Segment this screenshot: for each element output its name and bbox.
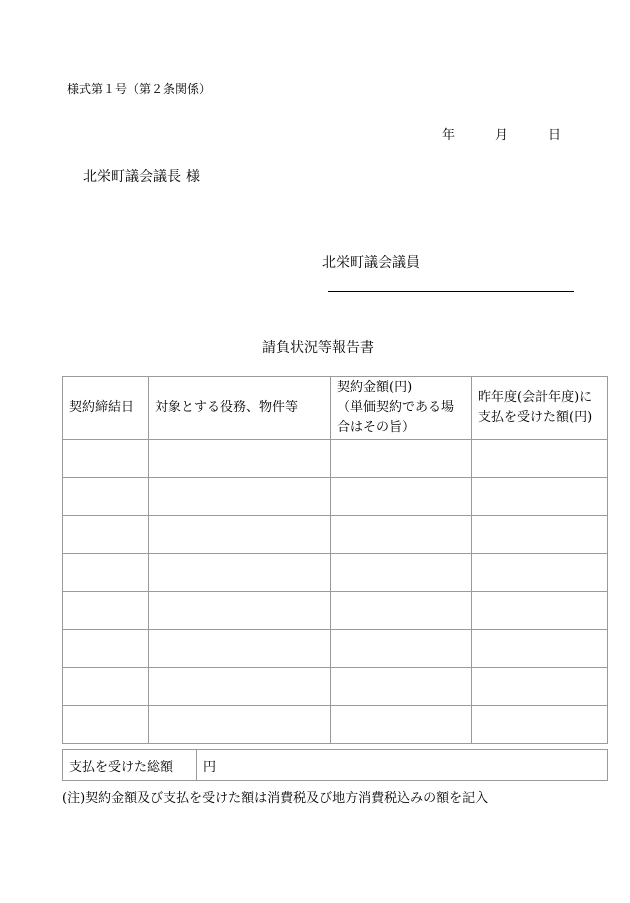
cell-contract-date[interactable] [63,706,149,744]
submitter-label: 北栄町議会議員 [322,255,420,271]
cell-contract-date[interactable] [63,440,149,478]
signature-line[interactable] [328,291,574,292]
cell-contract-amount[interactable] [331,478,472,516]
cell-contract-date[interactable] [63,554,149,592]
cell-subject[interactable] [149,440,331,478]
date-day-label: 日 [548,128,562,143]
table-row [63,668,608,706]
total-label: 支払を受けた総額 [63,750,197,781]
table-row [63,706,608,744]
total-unit: 円 [203,759,217,775]
cell-subject[interactable] [149,592,331,630]
cell-contract-amount[interactable] [331,592,472,630]
table-row [63,630,608,668]
cell-contract-amount[interactable] [331,554,472,592]
report-table [62,376,608,744]
header-amount-line1: 契約金額(円) [337,380,413,395]
table-row [63,516,608,554]
cell-contract-amount[interactable] [331,706,472,744]
cell-paid-amount[interactable] [472,706,608,744]
table-row [63,478,608,516]
form-number: 様式第１号（第２条関係） [67,82,212,96]
cell-paid-amount[interactable] [472,440,608,478]
table-row [63,554,608,592]
header-subject: 対象とする役務、物件等 [149,377,331,440]
header-contract-amount [331,377,472,440]
cell-contract-date[interactable] [63,516,149,554]
date-year-label: 年 [442,128,456,143]
cell-paid-amount[interactable] [472,668,608,706]
cell-subject[interactable] [149,478,331,516]
header-amount-line2: （単価契約である場 [337,400,455,415]
cell-contract-amount[interactable] [331,630,472,668]
total-row [63,750,608,781]
header-paid-line2: 支払を受けた額(円) [478,410,593,425]
header-contract-date: 契約締結日 [63,377,149,440]
date-month-label: 月 [495,128,509,143]
table-row [63,592,608,630]
cell-contract-amount[interactable] [331,516,472,554]
total-table [62,749,608,781]
cell-contract-date[interactable] [63,592,149,630]
cell-paid-amount[interactable] [472,478,608,516]
cell-contract-date[interactable] [63,478,149,516]
cell-contract-amount[interactable] [331,440,472,478]
cell-contract-date[interactable] [63,668,149,706]
cell-subject[interactable] [149,516,331,554]
cell-contract-date[interactable] [63,630,149,668]
header-paid-amount [472,377,608,440]
cell-subject[interactable] [149,554,331,592]
cell-paid-amount[interactable] [472,516,608,554]
cell-subject[interactable] [149,706,331,744]
cell-subject[interactable] [149,668,331,706]
total-amount-field[interactable] [197,750,608,781]
table-header-row [63,377,608,440]
document-title: 請負状況等報告書 [262,340,374,356]
addressee-honorific: 様 [186,169,200,185]
cell-paid-amount[interactable] [472,554,608,592]
cell-subject[interactable] [149,630,331,668]
footnote: (注)契約金額及び支払を受けた額は消費税及び地方消費税込みの額を記入 [62,791,489,806]
cell-contract-amount[interactable] [331,668,472,706]
header-amount-line3: 合はその旨） [337,420,416,435]
addressee-name: 北栄町議会議長 [83,169,181,185]
cell-paid-amount[interactable] [472,592,608,630]
header-paid-line1: 昨年度(会計年度)に [478,390,593,405]
table-row [63,440,608,478]
cell-paid-amount[interactable] [472,630,608,668]
